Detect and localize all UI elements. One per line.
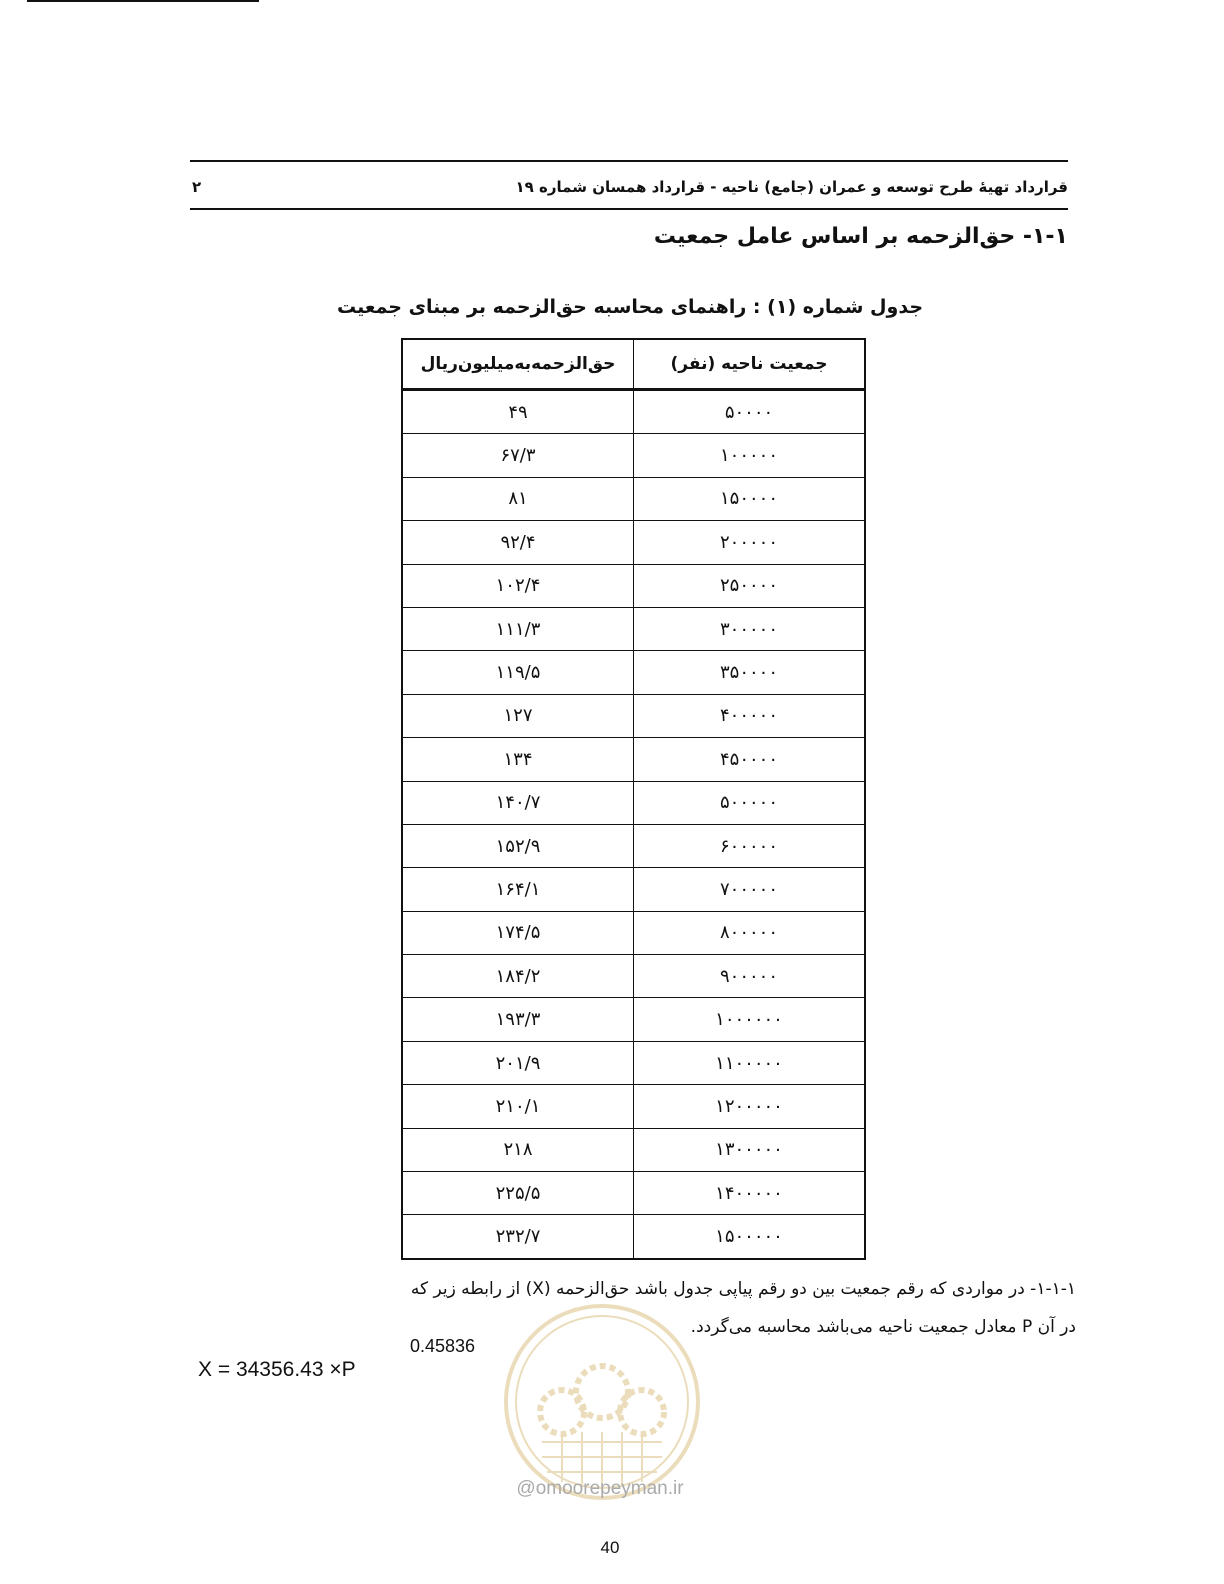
- table-row: [402, 998, 865, 1041]
- table-caption: جدول شماره (۱) : راهنمای محاسبه حق‌الزحمه بر مبنای جمعیت: [336, 296, 924, 318]
- cell-population: ۱۱۰۰۰۰۰: [634, 1041, 866, 1084]
- formula-exponent: 0.45836: [410, 1336, 476, 1356]
- table-header-row: [402, 339, 865, 390]
- cell-fee: ۸۱: [402, 477, 634, 520]
- cell-population: ۲۰۰۰۰۰: [634, 521, 866, 564]
- header-page-number: ۲: [192, 178, 202, 196]
- cell-population: ۳۰۰۰۰۰: [634, 607, 866, 650]
- table-body: [402, 390, 865, 1259]
- cell-population: ۴۰۰۰۰۰: [634, 694, 866, 737]
- table-row: [402, 911, 865, 954]
- fee-formula: [198, 1336, 476, 1382]
- section-title: ۱-۱- حق‌الزحمه بر اساس عامل جمعیت: [653, 224, 1068, 249]
- table-row: [402, 651, 865, 694]
- cell-population: ۲۵۰۰۰۰: [634, 564, 866, 607]
- note-line-2: در آن P معادل جمعیت ناحیه می‌باشد محاسبه می‌گردد.: [690, 1317, 1076, 1337]
- cell-population: ۵۰۰۰۰: [634, 390, 866, 434]
- cell-population: ۱۲۰۰۰۰۰: [634, 1085, 866, 1128]
- cell-fee: ۲۱۰/۱: [402, 1085, 634, 1128]
- cell-fee: ۱۴۰/۷: [402, 781, 634, 824]
- header-rule-top: [190, 160, 1068, 162]
- cell-population: ۱۴۰۰۰۰۰: [634, 1172, 866, 1215]
- cell-population: ۷۰۰۰۰۰: [634, 868, 866, 911]
- cell-population: ۵۰۰۰۰۰: [634, 781, 866, 824]
- cell-fee: ۱۲۷: [402, 694, 634, 737]
- table-row: [402, 477, 865, 520]
- cell-population: ۸۰۰۰۰۰: [634, 911, 866, 954]
- table-row: [402, 1172, 865, 1215]
- cell-population: ۱۵۰۰۰۰: [634, 477, 866, 520]
- header-title: قرارداد تهیهٔ طرح توسعه و عمران (جامع) ناحیه - قرارداد همسان شماره ۱۹: [515, 178, 1068, 196]
- cell-population: ۳۵۰۰۰۰: [634, 651, 866, 694]
- table-row: [402, 607, 865, 650]
- table-row: [402, 564, 865, 607]
- cell-population: ۱۰۰۰۰۰: [634, 434, 866, 477]
- table-row: [402, 434, 865, 477]
- cell-fee: ۹۲/۴: [402, 521, 634, 564]
- table-row: [402, 781, 865, 824]
- watermark-logo-icon: [502, 1302, 702, 1502]
- cell-fee: ۱۱۱/۳: [402, 607, 634, 650]
- cell-population: ۱۰۰۰۰۰۰: [634, 998, 866, 1041]
- cell-fee: ۱۷۴/۵: [402, 911, 634, 954]
- table-row: [402, 1085, 865, 1128]
- running-header: [190, 170, 1068, 204]
- cell-fee: ۲۳۲/۷: [402, 1215, 634, 1259]
- table-row: [402, 1215, 865, 1259]
- cell-population: ۹۰۰۰۰۰: [634, 955, 866, 998]
- table-row: [402, 1128, 865, 1171]
- top-rule: [27, 0, 259, 2]
- cell-fee: ۱۶۴/۱: [402, 868, 634, 911]
- table-row: [402, 1041, 865, 1084]
- table-row: [402, 694, 865, 737]
- cell-fee: ۱۱۹/۵: [402, 651, 634, 694]
- table-row: [402, 390, 865, 434]
- table-row: [402, 521, 865, 564]
- header-fee: حق‌الزحمه‌به‌میلیون‌ریال: [402, 339, 634, 390]
- cell-population: ۱۵۰۰۰۰۰: [634, 1215, 866, 1259]
- cell-fee: ۲۰۱/۹: [402, 1041, 634, 1084]
- table-row: [402, 955, 865, 998]
- watermark-site: @omoorepeyman.ir: [516, 1478, 684, 1499]
- table-row: [402, 868, 865, 911]
- cell-fee: ۱۵۲/۹: [402, 824, 634, 867]
- cell-fee: ۱۳۴: [402, 738, 634, 781]
- cell-population: ۱۳۰۰۰۰۰: [634, 1128, 866, 1171]
- cell-fee: ۴۹: [402, 390, 634, 434]
- header-rule-bottom: [190, 208, 1068, 210]
- cell-population: ۴۵۰۰۰۰: [634, 738, 866, 781]
- table-row: [402, 738, 865, 781]
- footer-page-number: 40: [600, 1538, 620, 1557]
- header-population: جمعیت ناحیه (نفر): [634, 339, 866, 390]
- note-line-1: ۱-۱-۱- در مواردی که رقم جمعیت بین دو رقم پیاپی جدول باشد حق‌الزحمه (X) از رابطه زیر که: [410, 1279, 1076, 1299]
- cell-fee: ۲۱۸: [402, 1128, 634, 1171]
- fee-table: [401, 338, 866, 1260]
- table-row: [402, 824, 865, 867]
- cell-fee: ۶۷/۳: [402, 434, 634, 477]
- cell-population: ۶۰۰۰۰۰: [634, 824, 866, 867]
- cell-fee: ۲۲۵/۵: [402, 1172, 634, 1215]
- cell-fee: ۱۹۳/۳: [402, 998, 634, 1041]
- formula-base: X = 34356.43 ×P: [198, 1358, 356, 1381]
- cell-fee: ۱۰۲/۴: [402, 564, 634, 607]
- cell-fee: ۱۸۴/۲: [402, 955, 634, 998]
